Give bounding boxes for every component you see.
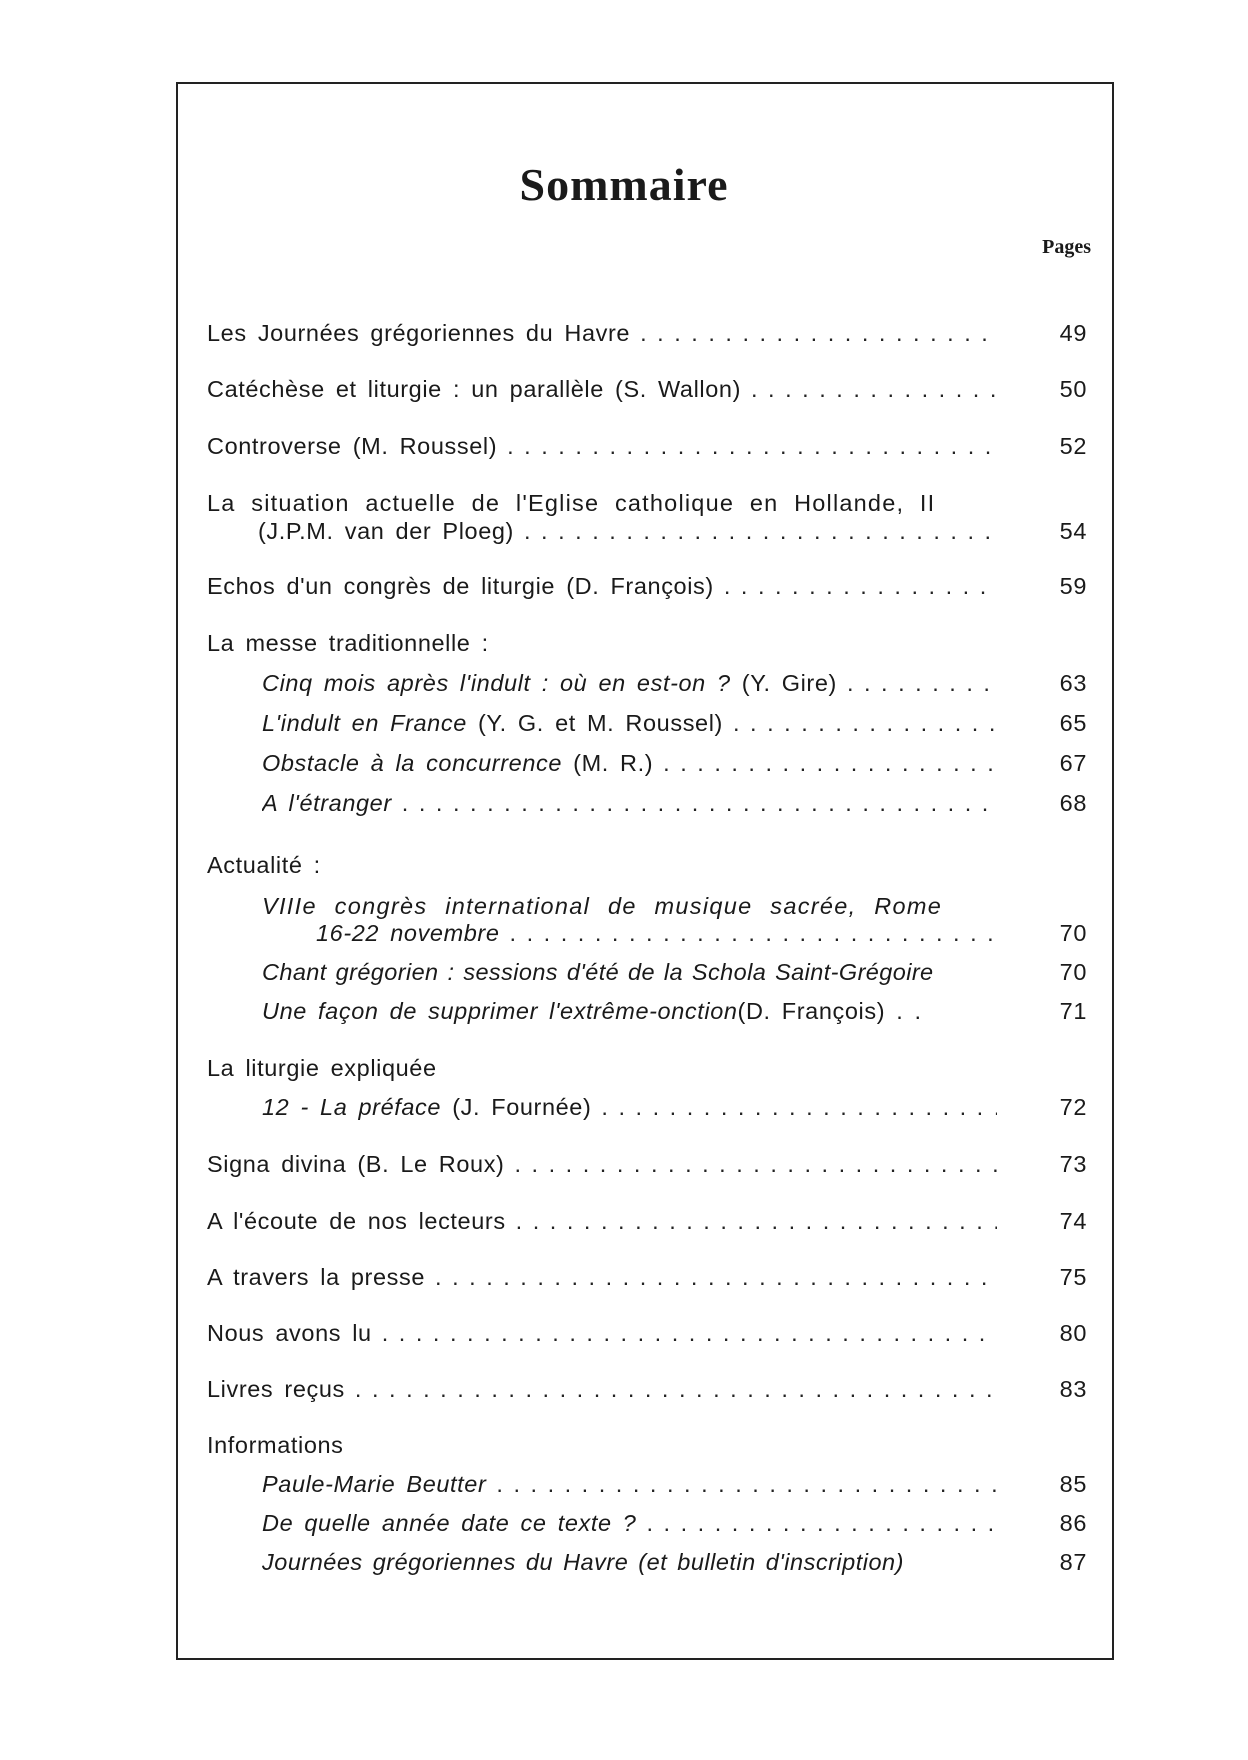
- toc-subentry-author: (Y. Gire): [730, 670, 837, 696]
- toc-page-number: 68: [1059, 790, 1087, 816]
- leader-dots: [837, 668, 997, 698]
- toc-page-number: 70: [1059, 959, 1087, 985]
- leader-dots: [504, 1149, 997, 1179]
- toc-page-number: 80: [1059, 1320, 1087, 1346]
- page-title: Sommaire: [519, 159, 729, 210]
- leader-dots: [425, 1262, 997, 1292]
- leader-dots: [497, 431, 997, 461]
- leader-dots: [714, 571, 997, 601]
- toc-entry-title: Catéchèse et liturgie : un parallèle (S. Wallon): [207, 376, 741, 402]
- leader-dots: [741, 374, 997, 404]
- toc-page-number: 85: [1059, 1471, 1087, 1497]
- toc-subentry-title: Obstacle à la concurrence: [262, 750, 563, 776]
- leader-dots: [506, 1206, 997, 1236]
- toc-entry: [207, 431, 1087, 461]
- toc-subentry: [262, 1469, 1087, 1499]
- toc-entry: [207, 1149, 1087, 1179]
- toc-subentry-author: (D. François) . .: [737, 998, 922, 1024]
- toc-entry: [207, 318, 1087, 348]
- toc-section-heading: [207, 850, 1087, 880]
- toc-page-number: 67: [1059, 750, 1087, 776]
- toc-page-number: 52: [1059, 433, 1087, 459]
- toc-page-number: 87: [1059, 1549, 1087, 1575]
- toc-subentry-title: Journées grégoriennes du Havre (et bulletin d'inscription): [262, 1549, 904, 1575]
- leader-dots: [636, 1508, 997, 1538]
- leader-dots: [653, 748, 997, 778]
- toc-subentry-title: L'indult en France: [262, 710, 467, 736]
- toc-entry-title: Livres reçus: [207, 1376, 345, 1402]
- toc-entry-title: La situation actuelle de l'Eglise catholique en Hollande, II: [207, 490, 936, 516]
- leader-dots: [486, 1469, 997, 1499]
- leader-dots: [514, 516, 997, 546]
- toc-subentry-continuation: [316, 918, 1087, 948]
- toc-subentry: [262, 708, 1087, 738]
- toc-subentry: [262, 957, 1087, 987]
- toc-page-number: 71: [1059, 998, 1087, 1024]
- toc-entry-title: Echos d'un congrès de liturgie (D. François): [207, 573, 714, 599]
- toc-subentry-title: Paule-Marie Beutter: [262, 1471, 487, 1497]
- toc-subentry: [262, 668, 1087, 698]
- toc-entry-title: A travers la presse: [207, 1264, 426, 1290]
- leader-dots: [500, 918, 997, 948]
- toc-page-number: 86: [1059, 1510, 1087, 1536]
- toc-subentry-title: Chant grégorien : sessions d'été de la Schola Saint-Grégoire: [262, 959, 934, 985]
- toc-section-title: Actualité :: [207, 852, 321, 878]
- toc-entry-title: Controverse (M. Roussel): [207, 433, 498, 459]
- toc-page-number: 70: [1059, 920, 1087, 946]
- toc-subentry-author: (Y. G. et M. Roussel): [466, 710, 723, 736]
- toc-subentry: [262, 996, 1087, 1026]
- toc-page-number: 50: [1059, 376, 1087, 402]
- toc-subentry-title: A l'étranger: [262, 790, 392, 816]
- toc-section-heading: [207, 628, 1087, 658]
- toc-subentry-title-continued: 16-22 novembre: [316, 920, 500, 946]
- toc-subentry-title: Une façon de supprimer l'extrême-onction: [262, 998, 738, 1024]
- toc-page-number: 49: [1059, 320, 1087, 346]
- toc-page-number: 65: [1059, 710, 1087, 736]
- toc-subentry-title: De quelle année date ce texte ?: [262, 1510, 637, 1536]
- toc-page-number: 54: [1059, 518, 1087, 544]
- toc-subentry-author: (M. R.): [562, 750, 654, 776]
- toc-entry-title: Les Journées grégoriennes du Havre: [207, 320, 631, 346]
- toc-subentry: [262, 1092, 1087, 1122]
- toc-entry: [207, 1318, 1087, 1348]
- toc-page-number: 83: [1059, 1376, 1087, 1402]
- toc-entry-title: Nous avons lu: [207, 1320, 372, 1346]
- leader-dots: [630, 318, 997, 348]
- toc-section-title: La messe traditionnelle :: [207, 630, 489, 656]
- toc-entry-continuation: [258, 516, 1087, 546]
- toc-page-number: 75: [1059, 1264, 1087, 1290]
- leader-dots: [591, 1092, 997, 1122]
- toc-subentry-title: 12 - La préface: [262, 1094, 442, 1120]
- toc-entry-title: A l'écoute de nos lecteurs: [207, 1208, 506, 1234]
- leader-dots: [392, 788, 997, 818]
- toc-entry-author: (J.P.M. van der Ploeg): [258, 518, 514, 544]
- toc-page-number: 63: [1059, 670, 1087, 696]
- toc-entry-title: Signa divina (B. Le Roux): [207, 1151, 505, 1177]
- toc-subentry: [262, 891, 1087, 921]
- toc-subentry-title: VIIIe congrès international de musique sacrée, Rome: [262, 893, 943, 919]
- toc-page-number: 73: [1059, 1151, 1087, 1177]
- toc-entry: [207, 571, 1087, 601]
- toc-subentry-author: (J. Fournée): [441, 1094, 592, 1120]
- toc-entry: [207, 1206, 1087, 1236]
- toc-entry: [207, 1262, 1087, 1292]
- toc-subentry: [262, 1547, 1087, 1577]
- toc-section-heading: [207, 1430, 1087, 1460]
- toc-section-heading: [207, 1053, 1087, 1083]
- toc-entry: [207, 1374, 1087, 1404]
- toc-page-number: 74: [1059, 1208, 1087, 1234]
- toc-subentry: [262, 748, 1087, 778]
- toc-page-number: 59: [1059, 573, 1087, 599]
- toc-entry: [207, 374, 1087, 404]
- leader-dots: [372, 1318, 997, 1348]
- toc-page-number: 72: [1059, 1094, 1087, 1120]
- toc-section-title: La liturgie expliquée: [207, 1055, 437, 1081]
- toc-subentry: [262, 1508, 1087, 1538]
- pages-column-header: Pages: [1042, 236, 1091, 258]
- toc-entry: [207, 488, 1087, 518]
- leader-dots: [345, 1374, 997, 1404]
- toc-subentry: [262, 788, 1087, 818]
- toc-subentry-title: Cinq mois après l'indult : où en est-on ?: [262, 670, 731, 696]
- leader-dots: [723, 708, 997, 738]
- toc-section-title: Informations: [207, 1432, 344, 1458]
